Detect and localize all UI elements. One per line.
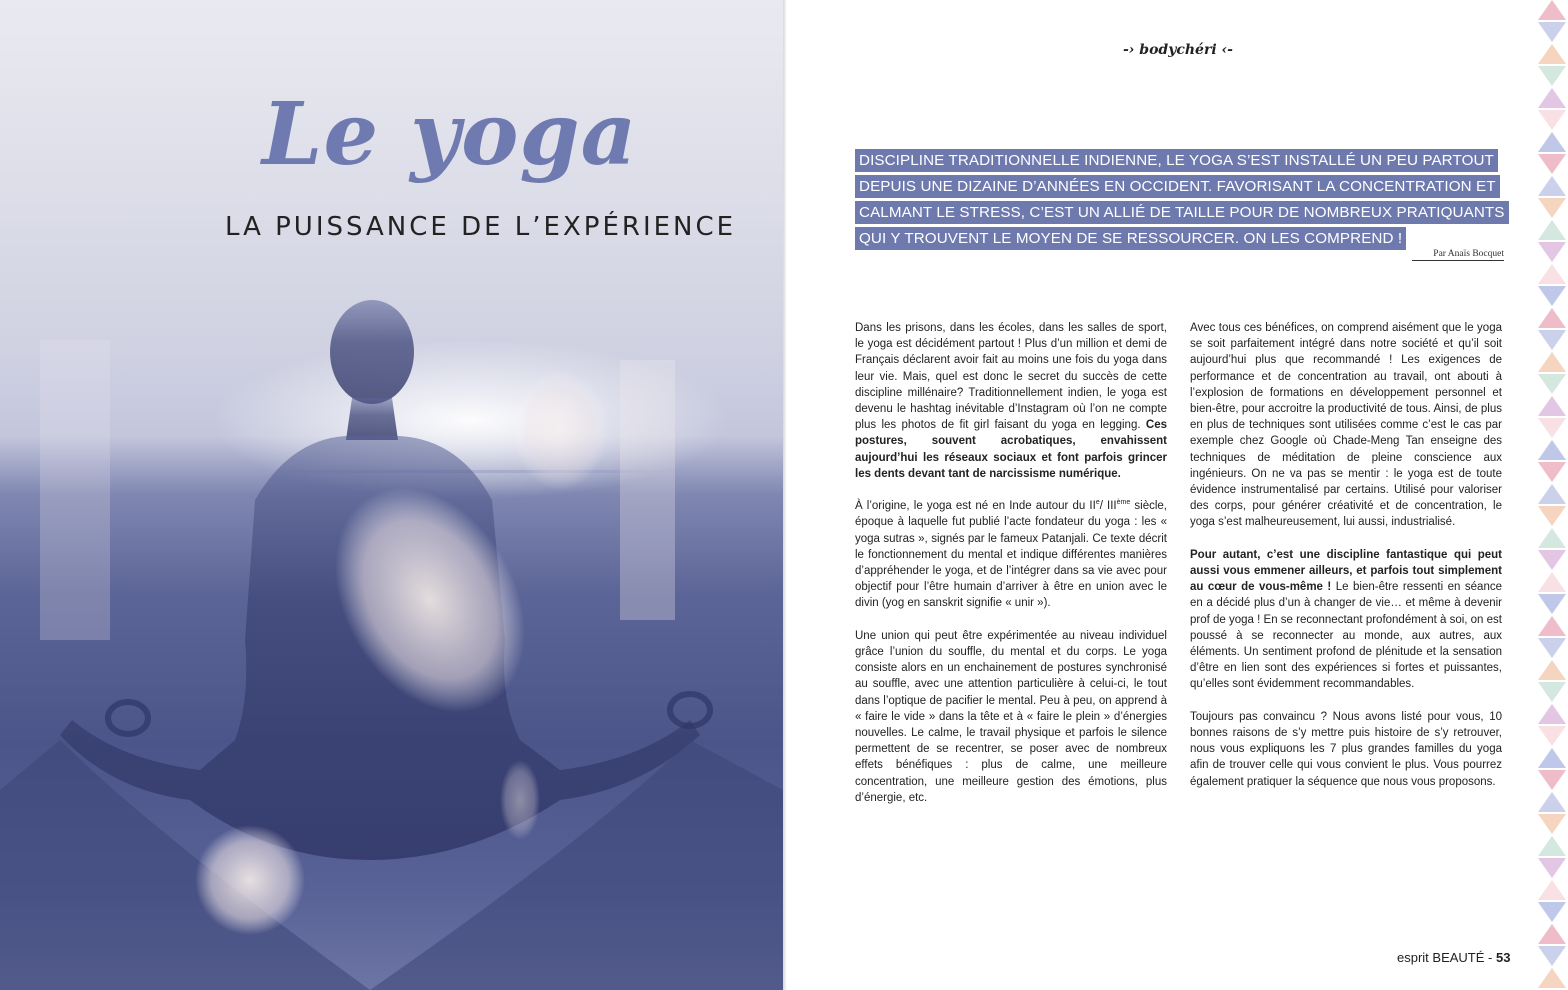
decorative-triangle xyxy=(1538,352,1566,372)
decorative-triangle xyxy=(1538,462,1566,482)
bokeh-flare xyxy=(512,370,608,490)
decorative-triangle xyxy=(1538,176,1566,196)
decorative-triangle xyxy=(1538,198,1566,218)
paragraph xyxy=(855,498,1167,611)
decorative-triangle xyxy=(1538,0,1566,20)
article-title: Le yoga xyxy=(262,84,638,185)
decorative-triangle xyxy=(1538,550,1566,570)
decorative-triangle xyxy=(1538,506,1566,526)
decorative-triangle xyxy=(1538,924,1566,944)
paragraph: Avec tous ces bénéfices, on comprend aisément que le yoga se soit parfaitement intégré dans notre société et qu’il soit aujourd’hui plus que recommandé ! Les exigences de performance et de concentration au travail, ont abouti à l’explosion de formations en développement personnel et bien-être, pour accroitre la productivité de tous. Ainsi, de plus en plus de techniques sont utilisées comme c’est le cas par exemple chez Google où Chade-Meng Tan enseigne des techniques de méditation de pleine conscience aux ingénieurs. On ne va pas se mentir : le yoga est de toute évidence instrumentalisé par certains. Utilisé pour valoriser des corps, pour générer créativité et de concentration, le yoga s’est malheureusement, lui aussi, industrialisé. xyxy=(1190,322,1502,529)
decorative-triangle xyxy=(1538,792,1566,812)
decorative-triangle xyxy=(1538,440,1566,460)
paragraph-text: Dans les prisons, dans les écoles, dans les salles de sport, le yoga est décidément partout ! Plus d’un million et demi de Français déclarent avoir fait au moins une fois du yoga dans leur vie. Mais, quel est donc le secret du succès de cette discipline millénaire? Traditionnellement indien, le yoga est devenu le hashtag inévitable d’Instagram où l’on ne compte plus les photos de fit girl faisant du yoga en legging. xyxy=(855,322,1167,432)
decorative-triangle xyxy=(1538,418,1566,438)
light-streak xyxy=(40,340,110,640)
paragraph-text: Le bien-être ressenti en séance en a décidé plus d’un à changer de vie… et même à devenir prof de yoga ! En se reconnectant profondément à soi, on est poussé à se reconnecter au monde, aux autres, aux éléments. Un sentiment profond de plénitude et la sensation d’être en lien sont des expériences si fortes et puissantes, qu’elles sont évidemment recommandables. xyxy=(1190,581,1502,691)
decorative-triangle xyxy=(1538,704,1566,724)
decorative-triangle xyxy=(1538,858,1566,878)
decorative-triangle xyxy=(1538,880,1566,900)
decorative-triangle xyxy=(1538,748,1566,768)
decorative-triangle xyxy=(1538,616,1566,636)
decorative-triangle xyxy=(1538,528,1566,548)
decorative-triangle xyxy=(1538,968,1566,988)
decorative-triangle xyxy=(1538,330,1566,350)
decorative-triangle xyxy=(1538,682,1566,702)
paragraph-text: siècle, époque à laquelle fut publié l’acte fondateur du yoga : les « yoga sutras », signés par le fameux Patanjali. Ce texte décrit le fonctionnement du mental et indique différentes manières d’appréhender le yoga, et de l’intégrer dans sa vie avec pour objectif pour l’être humain d’arriver à être en union avec le divin (yog en sanskrit signifie « unir »). xyxy=(855,500,1167,610)
paragraph-bold: Pour autant, c’est une discipline fantastique qui peut aussi vous emmener ailleurs, et parfois tout simplement au cœur de vous-même ! xyxy=(1190,548,1502,594)
paragraph-text: / III xyxy=(1099,500,1117,513)
decorative-triangle xyxy=(1538,374,1566,394)
intro-highlight: DISCIPLINE TRADITIONNELLE INDIENNE, LE YOGA S’EST INSTALLÉ UN PEU PARTOUT DEPUIS UNE DIZAINE D’ANNÉES EN OCCIDENT. FAVORISANT LA CONCENTRATION ET CALMANT LE STRESS, C’EST UN ALLIÉ DE TAILLE POUR DE NOMBREUX PRATIQUANTS QUI Y TROUVENT LE MOYEN DE SE RESSOURCER. ON LES COMPREND ! xyxy=(855,149,1509,250)
section-arrow-left: -› xyxy=(1123,42,1135,58)
decorative-triangle xyxy=(1538,66,1566,86)
superscript: e xyxy=(1095,499,1100,507)
superscript: ème xyxy=(1116,499,1131,507)
decorative-triangle xyxy=(1538,110,1566,130)
light-streak xyxy=(620,360,675,620)
page-folio xyxy=(1397,950,1510,965)
folio-separator: - xyxy=(1484,950,1496,965)
decorative-triangle xyxy=(1538,484,1566,504)
article-intro xyxy=(855,148,1505,252)
decorative-triangle xyxy=(1538,572,1566,592)
decorative-triangle xyxy=(1538,396,1566,416)
decorative-triangle xyxy=(1538,88,1566,108)
magazine-name: esprit BEAUTÉ xyxy=(1397,950,1485,965)
paragraph: Toujours pas convaincu ? Nous avons listé pour vous, 10 bonnes raisons de s’y mettre puis histoire de s’y retrouver, nous vous expliquons les 7 plus grandes familles du yoga afin de trouver celle qui vous convient le plus. Vous pourrez également pratiquer la séquence que nous vous proposons. xyxy=(1190,710,1502,788)
paragraph xyxy=(1190,547,1502,693)
paragraph xyxy=(855,320,1167,482)
decorative-triangle xyxy=(1538,770,1566,790)
decorative-triangle xyxy=(1538,264,1566,284)
decorative-triangle xyxy=(1538,286,1566,306)
page-number: 53 xyxy=(1495,950,1511,965)
decorative-triangle xyxy=(1538,308,1566,328)
decorative-triangle xyxy=(1538,44,1566,64)
body-column-right xyxy=(1190,320,1502,806)
bokeh-flare xyxy=(500,760,540,840)
decorative-triangle xyxy=(1538,22,1566,42)
section-tag-label: bodychéri xyxy=(1139,42,1217,58)
decorative-triangle xyxy=(1538,814,1566,834)
decorative-triangle xyxy=(1538,726,1566,746)
body-column-left xyxy=(855,320,1167,822)
paragraph: Une union qui peut être expérimentée au niveau individuel grâce l’union du souffle, du mental et du corps. Le yoga consiste alors en un enchainement de postures synchronisé au souffle, avec une attention particulière à celui-ci, le tout dans l’optique de pacifier le mental. Peu à peu, on apprend à « faire le vide » dans la tête et à « faire le plein » d’énergies nouvelles. Le calme, le travail physique et parfois le silence permettent de se recentrer, se poser avec de nombreux effets bénéfiques : plus de calme, une meilleure concentration, une meilleure gestion des émotions, plus d’énergie, etc. xyxy=(855,629,1167,804)
decorative-triangle xyxy=(1538,220,1566,240)
section-tag xyxy=(1123,42,1233,58)
hero-photo xyxy=(0,0,783,990)
bokeh-flare xyxy=(195,825,305,935)
decorative-triangle xyxy=(1538,242,1566,262)
decorative-triangle xyxy=(1538,594,1566,614)
decorative-triangle-border xyxy=(1536,0,1568,990)
author-byline: Par Anaïs Bocquet xyxy=(1412,249,1504,261)
decorative-triangle xyxy=(1538,836,1566,856)
decorative-triangle xyxy=(1538,902,1566,922)
decorative-triangle xyxy=(1538,154,1566,174)
section-arrow-right: ‹- xyxy=(1221,42,1233,58)
decorative-triangle xyxy=(1538,132,1566,152)
paragraph-bold: Ces postures, souvent acrobatiques, envahissent aujourd’hui les réseaux sociaux et font parfois grincer les dents devant tant de narcissisme numérique. xyxy=(855,419,1167,480)
decorative-triangle xyxy=(1538,660,1566,680)
article-subtitle: LA PUISSANCE DE L’EXPÉRIENCE xyxy=(225,212,737,242)
decorative-triangle xyxy=(1538,946,1566,966)
decorative-triangle xyxy=(1538,638,1566,658)
paragraph-text: À l’origine, le yoga est né en Inde autour du II xyxy=(855,500,1096,513)
